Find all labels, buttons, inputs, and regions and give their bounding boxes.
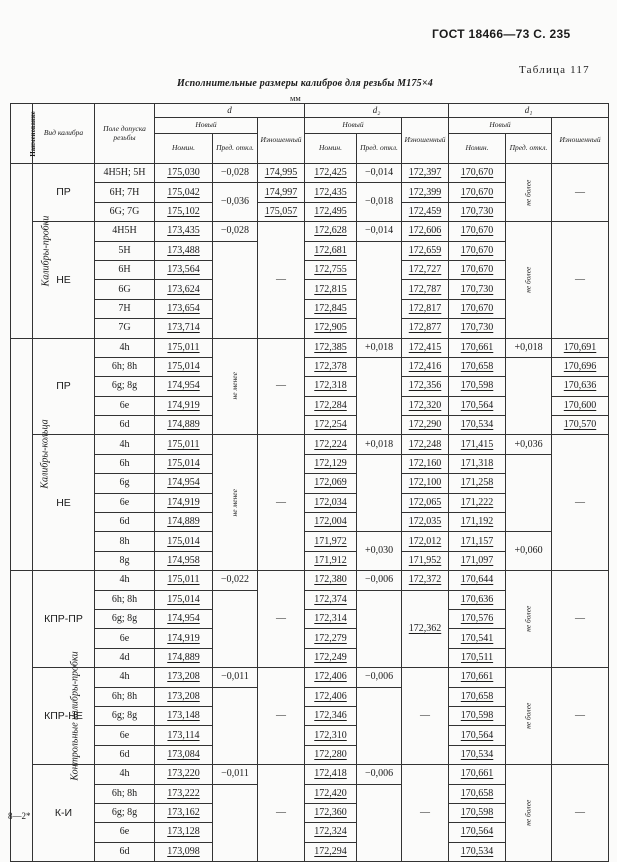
d1-nominal: 170,564 <box>449 823 506 842</box>
d2-nominal: 171,912 <box>305 551 357 570</box>
header-d-new: Новый <box>155 118 258 134</box>
not-less-note: не менее <box>230 488 240 517</box>
d-nominal: 174,919 <box>155 629 213 648</box>
d-nominal: 173,624 <box>155 280 213 299</box>
d2-nominal: 172,420 <box>305 784 357 803</box>
d2-deviation: −0,014 <box>357 222 402 241</box>
d-nominal: 175,014 <box>155 454 213 473</box>
d1-nominal: 170,730 <box>449 202 506 221</box>
d-deviation <box>213 241 258 338</box>
d1-deviation-note <box>506 164 552 222</box>
d-worn-dash: — <box>258 338 305 435</box>
d1-nominal: 170,598 <box>449 803 506 822</box>
tolerance-field: 6h; 8h <box>95 687 155 706</box>
tolerance-field: 6H <box>95 260 155 279</box>
d1-nominal: 170,661 <box>449 765 506 784</box>
header-d2: d₂ <box>305 104 449 118</box>
header-d1-worn: Изношенный <box>552 118 609 164</box>
d2-nominal: 172,385 <box>305 338 357 357</box>
d-nominal: 173,220 <box>155 765 213 784</box>
d-nominal: 175,011 <box>155 435 213 454</box>
d2-worn-dash: — <box>402 765 449 862</box>
d2-nominal: 172,284 <box>305 396 357 415</box>
d2-worn: 172,606 <box>402 222 449 241</box>
d1-nominal: 170,598 <box>449 706 506 725</box>
d1-nominal: 170,661 <box>449 668 506 687</box>
d-deviation-note <box>213 338 258 435</box>
d1-nominal: 170,670 <box>449 183 506 202</box>
d-nominal: 173,714 <box>155 319 213 338</box>
d2-worn: 172,100 <box>402 474 449 493</box>
d2-deviation: −0,014 <box>357 164 402 183</box>
not-more-note: не более <box>523 702 533 730</box>
d2-worn: 172,397 <box>402 164 449 183</box>
tolerance-field: 6h; 8h <box>95 784 155 803</box>
d1-nominal: 171,258 <box>449 474 506 493</box>
d2-worn: 172,659 <box>402 241 449 260</box>
d1-deviation <box>506 454 552 532</box>
d-nominal: 175,011 <box>155 571 213 590</box>
tolerance-field: 6g; 8g <box>95 609 155 628</box>
table-body <box>11 164 609 862</box>
not-less-note: не менее <box>230 372 240 400</box>
d2-nominal: 172,406 <box>305 687 357 706</box>
tolerance-field: 6g; 8g <box>95 377 155 396</box>
header-d-dev: Пред. откл. <box>213 134 258 164</box>
calibre-kind: К-И <box>33 765 95 862</box>
table-row <box>11 668 609 687</box>
not-more-note: не более <box>523 799 533 826</box>
d2-worn: 172,399 <box>402 183 449 202</box>
tolerance-field: 6d <box>95 416 155 435</box>
d2-nominal: 172,069 <box>305 474 357 493</box>
d-worn-dash: — <box>258 435 305 571</box>
d2-nominal: 172,360 <box>305 803 357 822</box>
header-d1: d₁ <box>449 104 609 118</box>
tolerance-field: 8g <box>95 551 155 570</box>
d2-worn: 172,877 <box>402 319 449 338</box>
d2-worn: 172,012 <box>402 532 449 551</box>
tolerance-field: 6h; 8h <box>95 357 155 376</box>
d-nominal: 173,654 <box>155 299 213 318</box>
d-nominal: 174,919 <box>155 493 213 512</box>
table-row <box>11 454 609 473</box>
d2-nominal: 172,425 <box>305 164 357 183</box>
d2-nominal: 172,628 <box>305 222 357 241</box>
d2-nominal: 172,495 <box>305 202 357 221</box>
d2-worn: 172,160 <box>402 454 449 473</box>
d1-deviation-note <box>506 222 552 338</box>
d1-nominal: 171,157 <box>449 532 506 551</box>
d1-worn: 170,636 <box>552 377 609 396</box>
d1-nominal: 170,670 <box>449 164 506 183</box>
header-d1-dev: Пред. откл. <box>506 134 552 164</box>
d2-worn: 172,362 <box>402 590 449 668</box>
table-row <box>11 435 609 454</box>
tolerance-field: 6g; 8g <box>95 803 155 822</box>
d-worn: 174,997 <box>258 183 305 202</box>
header-d: d <box>155 104 305 118</box>
d2-deviation: −0,006 <box>357 668 402 687</box>
tolerance-field: 6G; 7G <box>95 202 155 221</box>
tolerance-field: 6e <box>95 629 155 648</box>
header-d1-new: Новый <box>449 118 552 134</box>
d2-worn: 172,248 <box>402 435 449 454</box>
d-deviation <box>213 784 258 862</box>
d-worn-dash: — <box>258 668 305 765</box>
d1-nominal: 170,534 <box>449 842 506 861</box>
d1-nominal: 170,661 <box>449 338 506 357</box>
d2-worn: 172,320 <box>402 396 449 415</box>
tolerance-field: 4H5H <box>95 222 155 241</box>
d-deviation: −0,022 <box>213 571 258 590</box>
header-kind: Вид калибра <box>33 104 95 164</box>
d2-nominal: 172,406 <box>305 668 357 687</box>
d2-deviation <box>357 784 402 862</box>
d2-nominal: 172,034 <box>305 493 357 512</box>
d-nominal: 173,435 <box>155 222 213 241</box>
d-worn-dash: — <box>258 765 305 862</box>
d-nominal: 175,042 <box>155 183 213 202</box>
table-row <box>11 164 609 183</box>
header-tolerance: Поле допуска резьбы <box>95 104 155 164</box>
header-d1-nom: Номин. <box>449 134 506 164</box>
d2-nominal: 172,815 <box>305 280 357 299</box>
d-nominal: 175,102 <box>155 202 213 221</box>
d1-nominal: 170,670 <box>449 299 506 318</box>
tolerance-field: 6g; 8g <box>95 706 155 725</box>
d1-deviation-note <box>506 765 552 862</box>
page-header <box>0 22 617 42</box>
d1-worn-dash: — <box>552 668 609 765</box>
d2-nominal: 172,294 <box>305 842 357 861</box>
d2-nominal: 172,280 <box>305 745 357 764</box>
d1-nominal: 170,564 <box>449 726 506 745</box>
d2-deviation: +0,030 <box>357 532 402 571</box>
d1-deviation: +0,036 <box>506 435 552 454</box>
d2-nominal: 172,324 <box>305 823 357 842</box>
d-nominal: 173,162 <box>155 803 213 822</box>
table-caption: Исполнительные размеры калибров для резьбы М175×4 <box>177 78 433 89</box>
d1-deviation: +0,018 <box>506 338 552 357</box>
d1-nominal: 171,318 <box>449 454 506 473</box>
group-label <box>11 164 52 339</box>
d-deviation: −0,011 <box>213 765 258 784</box>
d-deviation <box>213 590 258 668</box>
d2-worn: 172,290 <box>402 416 449 435</box>
d-worn-dash: — <box>258 571 305 668</box>
d1-deviation: +0,060 <box>506 532 552 571</box>
tolerance-field: 7H <box>95 299 155 318</box>
d2-nominal: 172,224 <box>305 435 357 454</box>
units-label: мм <box>290 93 301 103</box>
tolerance-field: 6G <box>95 280 155 299</box>
d2-worn-dash: — <box>402 668 449 765</box>
header-d2-worn: Изношенный <box>402 118 449 164</box>
d2-nominal: 172,279 <box>305 629 357 648</box>
d1-worn-dash: — <box>552 765 609 862</box>
d2-worn: 171,952 <box>402 551 449 570</box>
group-label <box>11 338 51 571</box>
d-nominal: 175,014 <box>155 357 213 376</box>
tolerance-field: 4h <box>95 571 155 590</box>
tolerance-field: 6d <box>95 745 155 764</box>
d1-nominal: 170,658 <box>449 687 506 706</box>
tolerance-field: 4h <box>95 435 155 454</box>
d-nominal: 174,889 <box>155 648 213 667</box>
table-row <box>11 765 609 784</box>
d2-nominal: 172,314 <box>305 609 357 628</box>
d2-nominal: 172,310 <box>305 726 357 745</box>
d2-nominal: 172,249 <box>305 648 357 667</box>
d-nominal: 173,148 <box>155 706 213 725</box>
d1-worn: 170,691 <box>552 338 609 357</box>
standard-number: ГОСТ 18466—73 С. 235 <box>432 27 571 41</box>
d-nominal: 174,919 <box>155 396 213 415</box>
d1-nominal: 171,222 <box>449 493 506 512</box>
d2-worn: 172,372 <box>402 571 449 590</box>
header-name: Наименование <box>11 104 33 164</box>
table-row <box>11 357 609 376</box>
d-deviation: −0,028 <box>213 222 258 241</box>
d2-deviation <box>357 357 402 435</box>
d2-deviation: +0,018 <box>357 338 402 357</box>
d2-nominal: 172,845 <box>305 299 357 318</box>
d-nominal: 174,889 <box>155 513 213 532</box>
tolerance-field: 6e <box>95 823 155 842</box>
d1-worn: 170,696 <box>552 357 609 376</box>
d2-nominal: 172,004 <box>305 513 357 532</box>
tolerance-field: 6e <box>95 493 155 512</box>
d2-deviation: +0,018 <box>357 435 402 454</box>
d2-nominal: 172,755 <box>305 260 357 279</box>
d-deviation: −0,036 <box>213 183 258 222</box>
calibre-kind: ПР <box>33 164 95 222</box>
d-nominal: 174,889 <box>155 416 213 435</box>
not-more-note: не более <box>523 179 533 206</box>
group-label-text: Калибры-кольца <box>39 419 51 489</box>
d-nominal: 173,564 <box>155 260 213 279</box>
d2-worn: 172,459 <box>402 202 449 221</box>
calibre-kind: КПР-ПР <box>33 571 95 668</box>
d1-deviation <box>506 357 552 435</box>
d1-nominal: 170,541 <box>449 629 506 648</box>
tolerance-field: 4H5H; 5H <box>95 164 155 183</box>
tolerance-field: 8h <box>95 532 155 551</box>
d1-worn-dash: — <box>552 222 609 338</box>
d-nominal: 175,030 <box>155 164 213 183</box>
d2-nominal: 172,380 <box>305 571 357 590</box>
d1-nominal: 171,415 <box>449 435 506 454</box>
d1-nominal: 170,576 <box>449 609 506 628</box>
d-nominal: 173,488 <box>155 241 213 260</box>
d2-worn: 172,416 <box>402 357 449 376</box>
d-nominal: 173,114 <box>155 726 213 745</box>
d1-nominal: 170,636 <box>449 590 506 609</box>
not-more-note: не более <box>523 266 533 293</box>
d-nominal: 174,958 <box>155 551 213 570</box>
d2-nominal: 172,129 <box>305 454 357 473</box>
d2-deviation <box>357 241 402 338</box>
group-label-text: Калибры-пробки <box>40 215 52 287</box>
d-deviation: −0,028 <box>213 164 258 183</box>
calibre-kind: ПР <box>33 338 95 435</box>
table-row <box>11 532 609 551</box>
d-nominal: 173,208 <box>155 668 213 687</box>
d2-deviation: −0,006 <box>357 571 402 590</box>
d2-worn: 172,787 <box>402 280 449 299</box>
calibre-kind: НЕ <box>33 222 95 338</box>
d1-worn: 170,600 <box>552 396 609 415</box>
d2-worn: 172,415 <box>402 338 449 357</box>
d1-nominal: 170,644 <box>449 571 506 590</box>
table-row <box>11 222 609 241</box>
page-footer: 8—2* <box>8 811 31 821</box>
d-nominal: 175,014 <box>155 590 213 609</box>
calibre-kind: КПР-НЕ <box>33 668 95 765</box>
d-worn: 174,995 <box>258 164 305 183</box>
d-deviation: −0,011 <box>213 668 258 687</box>
tolerance-field: 4h <box>95 668 155 687</box>
calibre-dimensions-table <box>10 103 609 862</box>
d1-nominal: 170,670 <box>449 222 506 241</box>
group-label-text: Контрольные калибры-пробки <box>69 651 81 781</box>
tolerance-field: 4d <box>95 648 155 667</box>
table-row <box>11 571 609 590</box>
d2-deviation: −0,018 <box>357 183 402 222</box>
tolerance-field: 6d <box>95 842 155 861</box>
d-deviation <box>213 687 258 765</box>
d1-nominal: 170,670 <box>449 260 506 279</box>
d2-nominal: 171,972 <box>305 532 357 551</box>
d1-deviation-note <box>506 571 552 668</box>
tolerance-field: 4h <box>95 765 155 784</box>
d2-nominal: 172,378 <box>305 357 357 376</box>
header-d2-dev: Пред. откл. <box>357 134 402 164</box>
tolerance-field: 6e <box>95 726 155 745</box>
d1-nominal: 170,658 <box>449 357 506 376</box>
tolerance-field: 6H; 7H <box>95 183 155 202</box>
tolerance-field: 6h <box>95 454 155 473</box>
d1-nominal: 170,534 <box>449 745 506 764</box>
d2-nominal: 172,905 <box>305 319 357 338</box>
d1-worn-dash: — <box>552 164 609 222</box>
d-nominal: 174,954 <box>155 377 213 396</box>
d2-nominal: 172,346 <box>305 706 357 725</box>
tolerance-field: 6g <box>95 474 155 493</box>
d1-deviation-note <box>506 668 552 765</box>
d1-worn-dash: — <box>552 571 609 668</box>
header-d-worn: Изношенный <box>258 118 305 164</box>
header-d-nom: Номин. <box>155 134 213 164</box>
d-nominal: 173,208 <box>155 687 213 706</box>
tolerance-field: 7G <box>95 319 155 338</box>
d1-nominal: 170,598 <box>449 377 506 396</box>
d1-nominal: 170,730 <box>449 319 506 338</box>
d2-worn: 172,356 <box>402 377 449 396</box>
d-nominal: 173,084 <box>155 745 213 764</box>
d1-nominal: 170,658 <box>449 784 506 803</box>
d2-worn: 172,035 <box>402 513 449 532</box>
tolerance-field: 4h <box>95 338 155 357</box>
d1-nominal: 170,534 <box>449 416 506 435</box>
tolerance-field: 6h; 8h <box>95 590 155 609</box>
d2-deviation: −0,006 <box>357 765 402 784</box>
d-nominal: 173,222 <box>155 784 213 803</box>
calibre-kind: НЕ <box>33 435 95 571</box>
tolerance-field: 6d <box>95 513 155 532</box>
d1-worn: 170,570 <box>552 416 609 435</box>
table-row <box>11 338 609 357</box>
d2-deviation <box>357 687 402 765</box>
d1-nominal: 170,670 <box>449 241 506 260</box>
d-deviation-note <box>213 435 258 571</box>
d2-deviation <box>357 590 402 668</box>
d-nominal: 174,954 <box>155 609 213 628</box>
d2-nominal: 172,435 <box>305 183 357 202</box>
d1-nominal: 171,192 <box>449 513 506 532</box>
d-nominal: 173,128 <box>155 823 213 842</box>
d2-nominal: 172,418 <box>305 765 357 784</box>
tolerance-field: 6e <box>95 396 155 415</box>
d2-worn: 172,817 <box>402 299 449 318</box>
d-nominal: 173,098 <box>155 842 213 861</box>
d1-nominal: 170,564 <box>449 396 506 415</box>
d2-nominal: 172,374 <box>305 590 357 609</box>
d2-nominal: 172,681 <box>305 241 357 260</box>
d-nominal: 174,954 <box>155 474 213 493</box>
d1-worn-dash: — <box>552 435 609 571</box>
not-more-note: не более <box>523 605 533 633</box>
d1-nominal: 170,730 <box>449 280 506 299</box>
d2-worn: 172,727 <box>402 260 449 279</box>
tolerance-field: 5H <box>95 241 155 260</box>
d-worn: 175,057 <box>258 202 305 221</box>
d2-worn: 172,065 <box>402 493 449 512</box>
header-d2-nom: Номин. <box>305 134 357 164</box>
d2-nominal: 172,254 <box>305 416 357 435</box>
d-worn-dash: — <box>258 222 305 338</box>
d2-deviation <box>357 454 402 532</box>
header-d2-new: Новый <box>305 118 402 134</box>
d2-nominal: 172,318 <box>305 377 357 396</box>
d1-nominal: 171,097 <box>449 551 506 570</box>
table-number: Таблица 117 <box>519 64 590 76</box>
d-nominal: 175,011 <box>155 338 213 357</box>
d1-nominal: 170,511 <box>449 648 506 667</box>
d-nominal: 175,014 <box>155 532 213 551</box>
